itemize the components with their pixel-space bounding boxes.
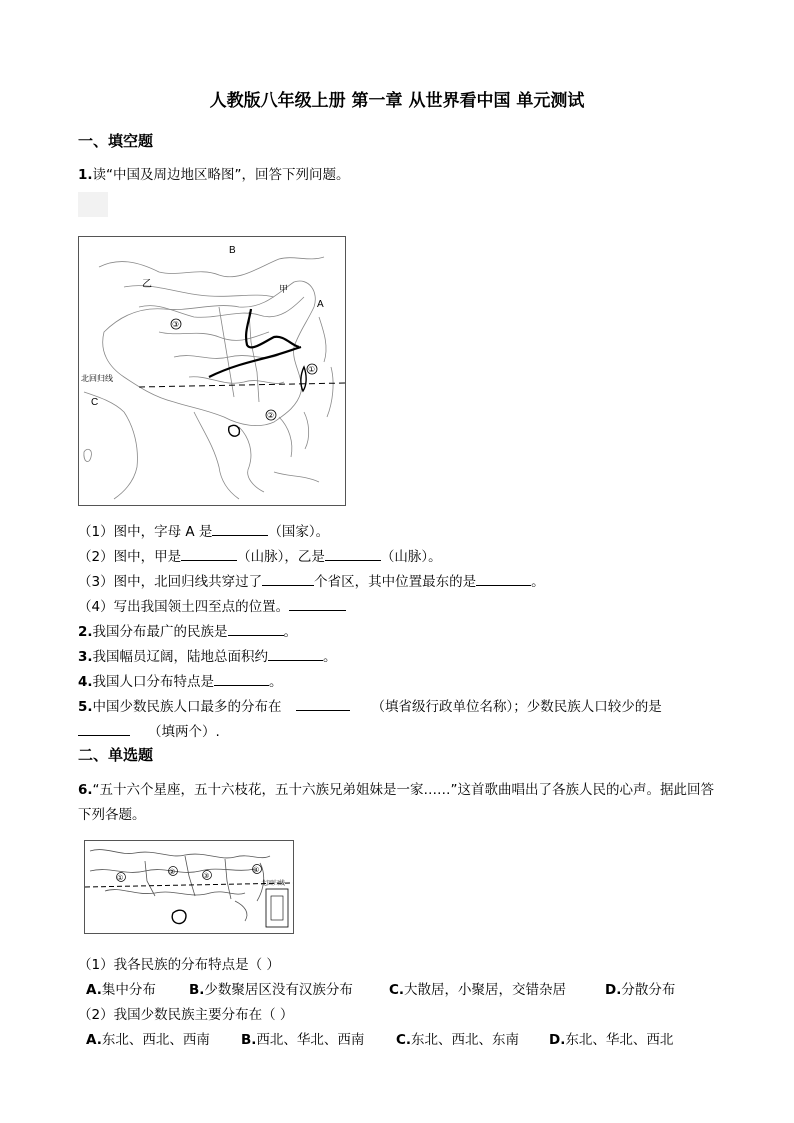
sub-question-text: （3）图中，北回归线共穿过了 [78,574,263,590]
answer-blank[interactable] [289,598,346,611]
map2-label-circle-1: ① [117,874,124,882]
option-text: 少数聚居区没有汉族分布 [204,982,353,998]
option-text: 东北、华北、西北 [565,1032,674,1048]
option-a[interactable] [86,1028,241,1048]
option-text: 西北、华北、西南 [256,1032,365,1048]
sub-question-text: 个省区，其中位置最东的是 [314,574,477,590]
option-letter: C. [389,982,405,998]
question-1-stem [78,163,350,183]
question-number: 5. [78,699,93,715]
question-6-sub-1: （1）我各民族的分布特点是（ ） [78,957,280,973]
question-6-sub-2-options [86,1028,673,1048]
question-3 [78,645,337,665]
option-text: 东北、西北、东南 [411,1032,520,1048]
section-heading-single-choice: 二、单选题 [78,746,154,764]
option-text: 分散分布 [621,982,676,998]
question-text: 我国幅员辽阔，陆地总面积约 [92,649,269,665]
question-1-sub-1 [78,520,329,540]
option-c[interactable] [389,978,605,998]
option-letter: A. [86,982,102,998]
answer-blank[interactable] [228,623,284,636]
answer-blank[interactable] [476,573,531,586]
china-map-drawing [79,237,345,505]
answer-blank[interactable] [78,723,130,736]
option-a[interactable] [86,978,189,998]
question-6-sub-1-options [86,978,675,998]
section-heading-fill-blank: 一、填空题 [78,132,154,150]
ethnic-map-drawing [85,841,293,933]
question-4 [78,670,283,690]
map2-label-tropic: 北回归线 [261,880,286,887]
question-2 [78,620,297,640]
option-text: 东北、西北、西南 [101,1032,210,1048]
map-label-B: B [229,245,236,256]
answer-blank[interactable] [268,648,323,661]
china-surrounding-map [78,236,346,506]
map-label-A: A [317,299,324,310]
question-5-continued [78,720,220,740]
question-6-stem-line-1 [78,778,714,798]
question-text: （填两个）. [148,724,220,740]
option-c[interactable] [396,1028,549,1048]
map-label-circle-2: ② [267,411,275,420]
option-letter: D. [549,1032,566,1048]
answer-blank[interactable] [214,673,269,686]
answer-blank[interactable] [181,548,237,561]
option-letter: C. [396,1032,412,1048]
question-text: （填省级行政单位名称）；少数民族人口较少的是 [371,699,662,715]
sub-question-text: （4）写出我国领土四至点的位置。 [78,599,290,615]
question-number: 2. [78,624,93,640]
question-text: 我国人口分布特点是 [92,674,215,690]
map2-label-circle-4: ④ [253,866,260,874]
answer-blank[interactable] [262,573,314,586]
sub-question-text: （山脉），乙是 [237,549,325,565]
question-1-sub-4 [78,595,346,615]
option-letter: B. [189,982,205,998]
question-1-sub-2 [78,545,442,565]
image-placeholder [78,192,108,217]
question-number: 4. [78,674,93,690]
sub-question-text: （国家）。 [268,524,330,540]
question-text: 。 [283,624,298,640]
ethnic-distribution-map [84,840,294,934]
sub-question-text: （2）图中，甲是 [78,549,182,565]
option-b[interactable] [189,978,389,998]
question-text: 。 [323,649,337,665]
answer-blank[interactable] [212,523,268,536]
option-letter: D. [605,982,622,998]
option-b[interactable] [241,1028,396,1048]
question-text: 。 [269,674,283,690]
page-title: 人教版八年级上册 第一章 从世界看中国 单元测试 [209,91,585,111]
map-label-jia: 甲 [279,284,289,294]
map2-label-circle-2: ② [169,868,176,876]
question-text: “五十六个星座，五十六枝花，五十六族兄弟姐妹是一家……”这首歌曲唱出了各族人民的心声。据此回答 [92,782,715,798]
question-5 [78,695,662,715]
map2-label-circle-3: ③ [203,872,210,880]
answer-blank[interactable] [296,698,350,711]
option-d[interactable] [605,978,675,998]
map-label-C: C [91,397,99,408]
question-number: 3. [78,649,93,665]
option-d[interactable] [549,1028,673,1048]
question-number: 6. [78,782,93,798]
sub-question-text: （山脉）。 [380,549,442,565]
map-label-circle-3: ③ [172,320,180,329]
option-text: 大散居，小聚居，交错杂居 [404,982,567,998]
map-label-tropic: 北回归线 [81,374,113,383]
question-6-sub-2: （2）我国少数民族主要分布在（ ） [78,1007,294,1023]
question-6-stem-line-2: 下列各题。 [78,807,146,823]
sub-question-text: （1）图中，字母 A 是 [78,524,213,540]
question-text: 读“中国及周边地区略图”，回答下列问题。 [92,167,350,183]
question-number: 1. [78,167,93,183]
question-text: 我国分布最广的民族是 [92,624,228,640]
answer-blank[interactable] [325,548,381,561]
question-1-sub-3 [78,570,545,590]
option-text: 集中分布 [101,982,156,998]
question-text: 中国少数民族人口最多的分布在 [92,699,282,715]
sub-question-text: 。 [531,574,545,590]
option-letter: A. [86,1032,102,1048]
option-letter: B. [241,1032,257,1048]
map-label-yi: 乙 [142,279,152,290]
map-label-circle-1: ① [308,365,316,374]
